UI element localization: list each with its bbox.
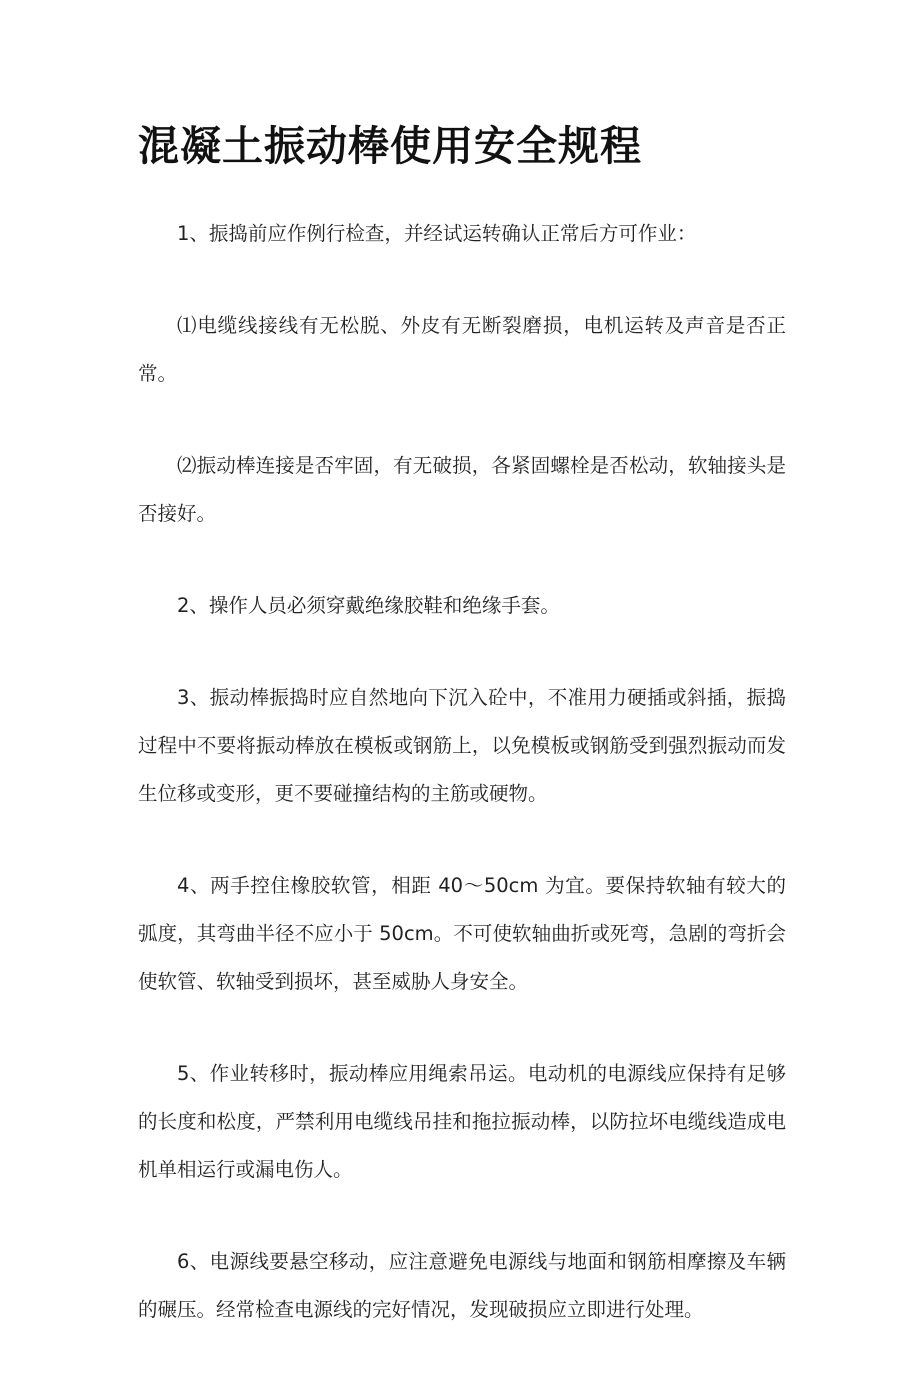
paragraph-transfer: 5、作业转移时，振动棒应用绳索吊运。电动机的电源线应保持有足够的长度和松度，严禁利用电缆线吊挂和拖拉振动棒，以防拉坏电缆线造成电机单相运行或漏电伤人。 <box>138 1062 786 1181</box>
paragraph-protective-gear: 2、操作人员必须穿戴绝缘胶鞋和绝缘手套。 <box>177 594 560 617</box>
paragraph-vibrating-method: 3、振动棒振捣时应自然地向下沉入砼中，不准用力硬插或斜插，振捣过程中不要将振动棒放在模板或钢筋上，以免模板或钢筋受到强烈振动而发生位移或变形，更不要碰撞结构的主筋或硬物。 <box>138 686 786 805</box>
paragraph-hose-handling: 4、两手控住橡胶软管，相距 40～50cm 为宜。要保持软轴有较大的弧度，其弯曲半径不应小于 50cm。不可使软轴曲折或死弯，急剧的弯折会使软管、软轴受到损坏，甚至威胁人身安全。 <box>138 874 786 993</box>
document-title: 混凝土振动棒使用安全规程 <box>138 122 642 170</box>
paragraph-pre-check: 1、振捣前应作例行检查，并经试运转确认正常后方可作业： <box>177 222 697 245</box>
paragraph-check-item-2: ⑵振动棒连接是否牢固，有无破损，各紧固螺栓是否松动，软轴接头是否接好。 <box>138 454 786 525</box>
paragraph-power-cable: 6、电源线要悬空移动，应注意避免电源线与地面和钢筋相摩擦及车辆的碾压。经常检查电源线的完好情况，发现破损应立即进行处理。 <box>138 1250 786 1321</box>
document-body <box>138 210 786 1378</box>
paragraph-check-item-1: ⑴电缆线接线有无松脱、外皮有无断裂磨损，电机运转及声音是否正常。 <box>138 314 786 385</box>
